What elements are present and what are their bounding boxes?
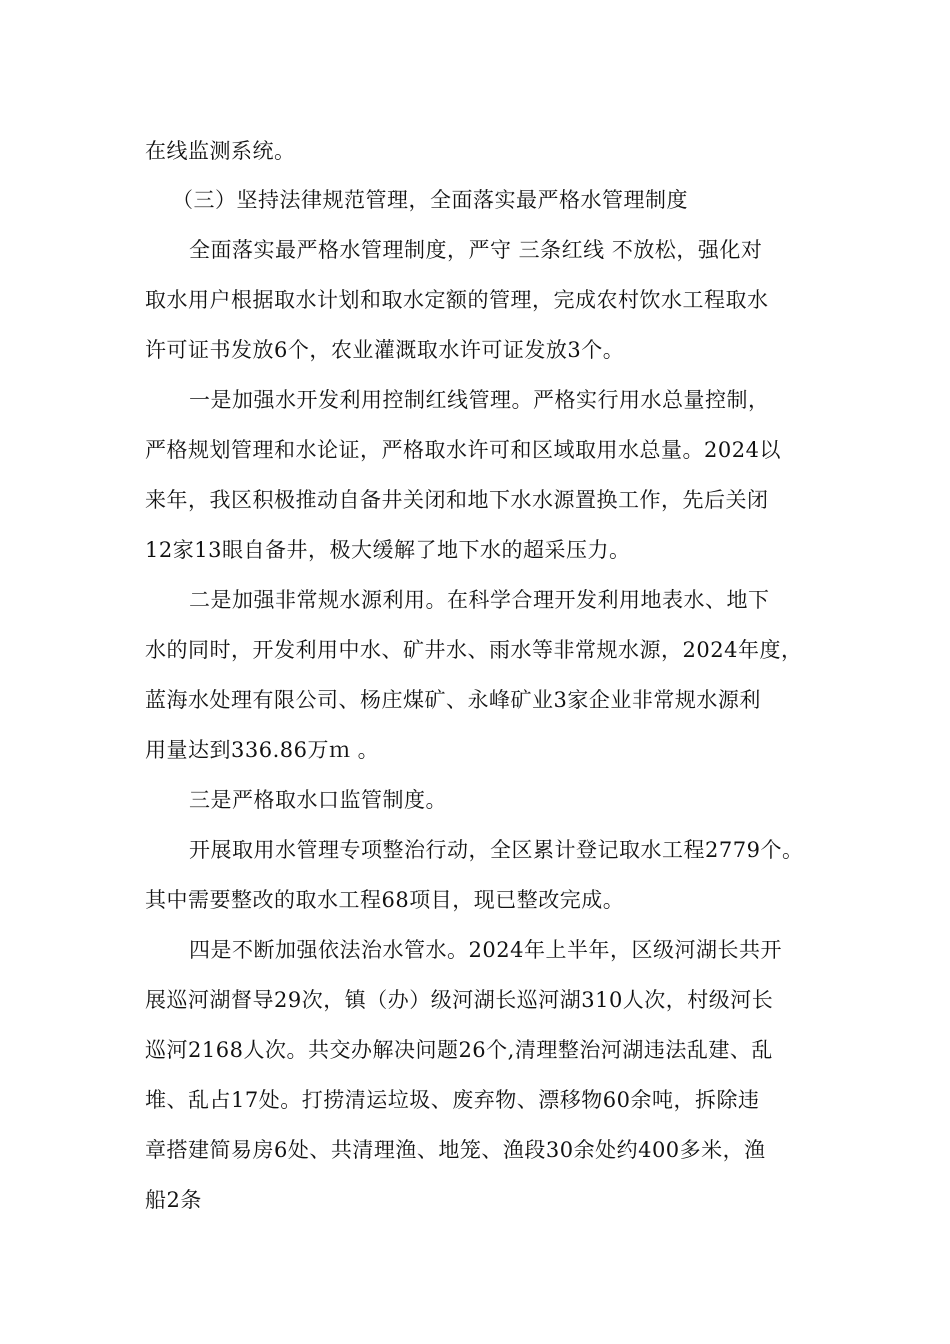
text-line: 蓝海水处理有限公司、杨庄煤矿、永峰矿业3家企业非常规水源利 (145, 688, 761, 712)
text-line: 堆、乱占17处。打捞清运垃圾、废弃物、漂移物60余吨，拆除违 (145, 1088, 760, 1112)
text-line: 四是不断加强依法治水管水。2024年上半年，区级河湖长共开 (189, 938, 782, 962)
text-line: 章搭建简易房6处、共清理渔、地笼、渔段30余处约400多米，渔 (145, 1138, 766, 1162)
text-line: 取水用户根据取水计划和取水定额的管理，完成农村饮水工程取水 (145, 288, 769, 312)
text-line: 一是加强水开发利用控制红线管理。严格实行用水总量控制， (189, 388, 770, 412)
text-line: 船2条 (145, 1188, 202, 1212)
text-line: 展巡河湖督导29次，镇（办）级河湖长巡河湖310人次，村级河长 (145, 988, 774, 1012)
text-line: 巡河2168人次。共交办解决问题26个,清理整治河湖违法乱建、乱 (145, 1038, 773, 1062)
text-line: 在线监测系统。 (145, 139, 296, 163)
text-line: 许可证书发放6个，农业灌溉取水许可证发放3个。 (145, 338, 625, 362)
text-line: 全面落实最严格水管理制度，严守 三条红线 不放松，强化对 (189, 238, 763, 262)
text-line: 12家13眼自备井，极大缓解了地下水的超采压力。 (145, 538, 631, 562)
text-line: 严格规划管理和水论证，严格取水许可和区域取用水总量。2024以 (145, 438, 781, 462)
text-line: 水的同时，开发利用中水、矿井水、雨水等非常规水源，2024年度， (145, 638, 803, 662)
section-heading: （三）坚持法律规范管理，全面落实最严格水管理制度 (172, 188, 688, 212)
text-line: 其中需要整改的取水工程68项目，现已整改完成。 (145, 888, 625, 912)
text-line: 来年，我区积极推动自备井关闭和地下水水源置换工作，先后关闭 (145, 488, 769, 512)
text-line: 二是加强非常规水源利用。在科学合理开发利用地表水、地下 (189, 588, 770, 612)
text-line: 用量达到336.86万ｍ 。 (145, 738, 380, 762)
text-line: 开展取用水管理专项整治行动，全区累计登记取水工程2779个。 (189, 838, 804, 862)
text-line: 三是严格取水口监管制度。 (189, 788, 447, 812)
